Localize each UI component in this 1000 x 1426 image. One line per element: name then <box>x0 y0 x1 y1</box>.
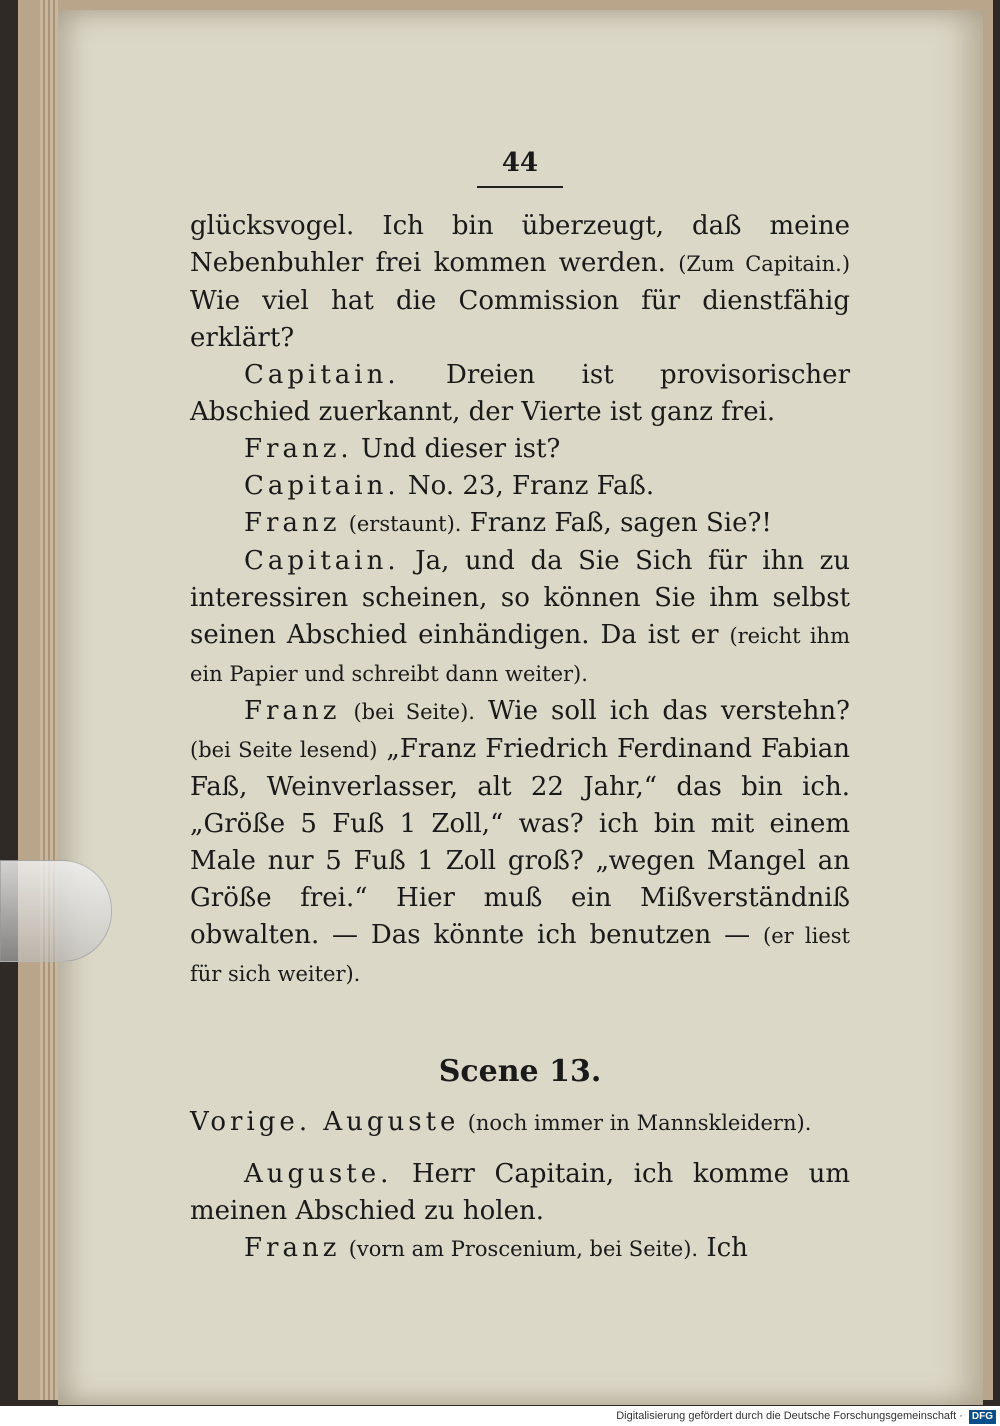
paragraph-7: Franz (bei Seite). Wie soll ich das verstehn? (bei Seite lesend) „Franz Friedrich Ferdinand Fabian Faß, Weinverlasser, alt 22 Jahr,“ das bin ich. „Größe 5 Fuß 1 Zoll,“ was? ich bin mit einem Male nur 5 Fuß 1 Zoll groß? „wegen Mangel an Größe frei.“ Hier muß ein Mißverständniß obwalten. — Das könnte ich benutzen — (er liest für sich weiter). <box>190 696 850 986</box>
stage-direction: (er liest für sich weiter). <box>190 924 850 986</box>
footer-text: Digitalisierung gefördert durch die Deutsche Forschungsgemeinschaft · <box>616 1410 963 1422</box>
speaker-name: Franz <box>244 1233 341 1263</box>
speaker-name: Vorige. Auguste <box>190 1107 460 1137</box>
paragraph-9: Auguste. Herr Capitain, ich komme um meinen Abschied zu holen. <box>190 1159 850 1226</box>
page-content <box>190 145 850 1268</box>
speaker-name: Capitain. <box>244 360 400 390</box>
scene-heading: Scene 13. <box>438 1054 602 1089</box>
stage-direction: (bei Seite). <box>353 700 475 724</box>
speaker-name: Franz <box>244 508 341 538</box>
paragraph-8 <box>190 1104 850 1142</box>
stage-direction: (Zum Capitain.) <box>678 252 851 276</box>
page-clip <box>0 860 112 962</box>
paragraph-4: Capitain. No. 23, Franz Faß. <box>244 471 655 501</box>
dfg-logo-icon: DFG <box>969 1410 996 1424</box>
paragraph-10: Franz (vorn am Proscenium, bei Seite). Ich <box>244 1233 748 1263</box>
digitization-footer <box>0 1406 1000 1426</box>
stage-direction: (bei Seite lesend) <box>190 738 378 762</box>
stage-direction: (reicht ihm ein Papier und schreibt dann weiter). <box>190 624 850 686</box>
speaker-name: Franz <box>244 696 341 726</box>
paragraph-6: Capitain. Ja, und da Sie Sich für ihn zu interessiren scheinen, so können Sie ihm selbst seinen Abschied einhändigen. Da ist er (reicht ihm ein Papier und schreibt dann weiter). <box>190 546 851 686</box>
page-edges <box>40 0 58 1400</box>
speaker-name: Capitain. <box>244 471 400 501</box>
paragraph-1: glücksvogel. Ich bin überzeugt, daß meine Nebenbuhler frei kommen werden. (Zum Capitain.) Wie viel hat die Commission für dienstfähig erklärt? <box>190 211 851 353</box>
stage-direction: (vorn am Proscenium, bei Seite). <box>348 1237 699 1261</box>
stage-direction: (noch immer in Mannskleidern). <box>467 1111 812 1135</box>
paragraph-3: Franz. Und dieser ist? <box>244 434 561 464</box>
paragraph-2: Capitain. Dreien ist provisorischer Abschied zuerkannt, der Vierte ist ganz frei. <box>190 360 850 427</box>
speaker-name: Capitain. <box>244 546 400 576</box>
paragraph-5: Franz (erstaunt). Franz Faß, sagen Sie?! <box>244 508 772 538</box>
page-number-rule <box>477 186 563 188</box>
speaker-name: Auguste. <box>244 1159 393 1189</box>
page-number: 44 <box>501 148 539 178</box>
stage-direction: (erstaunt). <box>348 512 462 536</box>
speaker-name: Franz. <box>244 434 353 464</box>
